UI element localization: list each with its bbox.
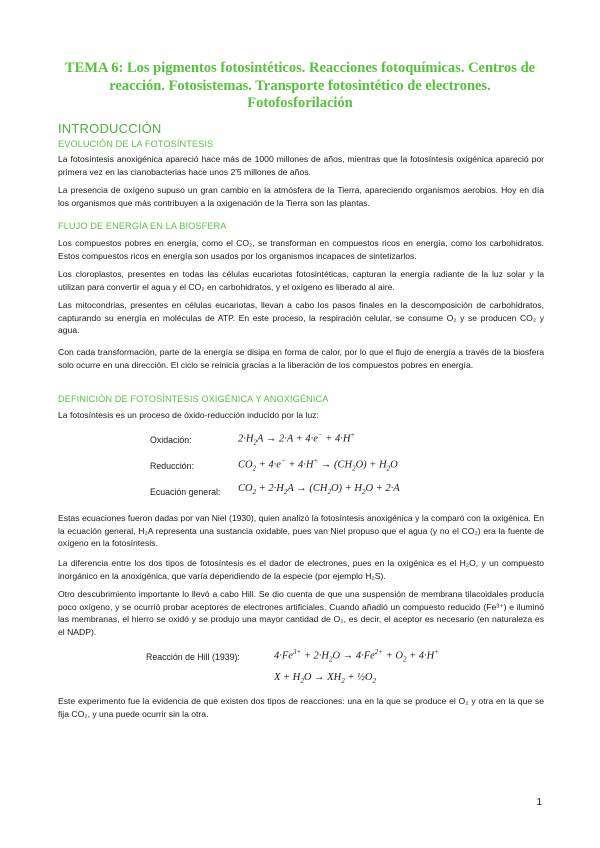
equation-label-general: Ecuación general: [150,487,221,497]
equation-oxidacion: $2\cdot H_2A \to 2\cdot A + 4\cdot e^- + 4\cdot H^+$ [238,431,356,447]
paragraph: Los cloroplastos, presentes en todas las células eucariotas fotosintéticas, capturan la energía radiante de la luz solar y la utilizan para convertir el agua y el CO₂ en carbohidratos, y el oxígeno es liberado al aire. [58,269,544,292]
heading-introduccion: INTRODUCCIÓN [58,121,162,136]
equation-label-reduccion: Reducción: [150,461,195,471]
equation-reduccion: $CO_2 + 4\cdot e^- + 4\cdot H^+ \to (CH_2O) + H_2O$ [238,457,398,473]
paragraph: Este experimento fue la evidencia de que existen dos tipos de reacciones: una en la que se produce el O₂ y otra en la que se fija CO₂, y una puede ocurrir sin la otra. [58,696,544,719]
page-number: 1 [536,797,542,808]
heading-flujo: FLUJO DE ENERGÍA EN LA BIOSFERA [58,221,227,231]
equation-label-oxidacion: Oxidación: [150,435,192,445]
paragraph: La fotosíntesis es un proceso de óxido-reducción inducido por la luz: [58,410,319,420]
paragraph: Los compuestos pobres en energía, como el CO₂, se transforman en compuestos ricos en energía, como los carbohidratos. Estos compuestos ricos en energía son usados por los organismos incapaces de sintetizarlos. [58,238,544,261]
paragraph: La presencia de oxígeno supuso un gran cambio en la atmósfera de la Tierra, apareciendo organismos aerobios. Hoy en día los organismos que más contribuyen a la oxigenación de la Tierra son las plantas. [58,185,544,208]
heading-definicion: DEFINICIÓN DE FOTOSÍNTESIS OXIGÉNICA Y ANOXIGÉNICA [58,394,329,404]
equation-label-hill: Reacción de Hill (1939): [146,652,240,662]
paragraph: Estas ecuaciones fueron dadas por van Niel (1930), quien analizó la fotosíntesis anoxigénica y la comparó con la oxigénica. En la ecuación general, H₂A representa una sustancia oxidable, pues van Niel propuso que el agua (y no el CO₂) era la fuente de oxígeno en la fotosíntesis. [58,513,544,549]
equation-general: $CO_2 + 2\cdot H_2A \to (CH_2O) + H_2O + 2\cdot A$ [238,483,400,497]
paragraph: La diferencia entre los dos tipos de fotosíntesis es el dador de electrones, pues en la oxigénica es el H₂O, y un compuesto inorgánico en la anoxigénica, que varía dependiendo de la especie (por ejemplo H₂S). [58,558,544,581]
paragraph: Con cada transformación, parte de la energía se disipa en forma de calor, por lo que el flujo de energía a través de la biosfera solo ocurre en una dirección. El ciclo se reinicia gracias a la liberación de los compuestos pobres en energía. [58,347,544,370]
paragraph: La fotosíntesis anoxigénica apareció hace más de 1000 millones de años, mientras que la fotosíntesis oxigénica apareció por primera vez en las cianobacterias hace unos 2'5 millones de años. [58,154,544,177]
paragraph: Las mitocondrias, presentes en células eucariotas, llevan a cabo los pasos finales en la descomposición de carbohidratos, capturando su energía en moléculas de ATP. En este proceso, la respiración celular, se consume O₂ y se producen CO₂ y agua. [58,300,544,336]
heading-evolucion: EVOLUCIÓN DE LA FOTOSÍNTESIS [58,139,214,149]
paragraph: Otro descubrimiento importante lo llevó a cabo Hill. Se dio cuenta de que una suspensión de membrana tilacoidales producía poco oxígeno, y se ocurrió probar aceptores de electrones artificiales. Cuando añadió un compuesto reducido (Fe³⁺) e iluminó las membranas, el hierro se oxidó y se produjo una mayor cantidad de O₂, es decir, el aceptor es necesario (en naturaleza es el NADP). [58,589,544,637]
equation-hill-1: $4\cdot Fe^{3+} + 2\cdot H_2O \to 4\cdot Fe^{2+} + O_2 + 4\cdot H^+$ [274,648,439,664]
page-title: TEMA 6: Los pigmentos fotosintéticos. Reacciones fotoquímicas. Centros de reacción. Fotosistemas. Transporte fotosintético de electrones. Fotofosforilación [64,60,536,111]
equation-hill-2: $X + H_2O \to XH_2$ + $\frac{1}{2}O_2$ [274,672,376,686]
